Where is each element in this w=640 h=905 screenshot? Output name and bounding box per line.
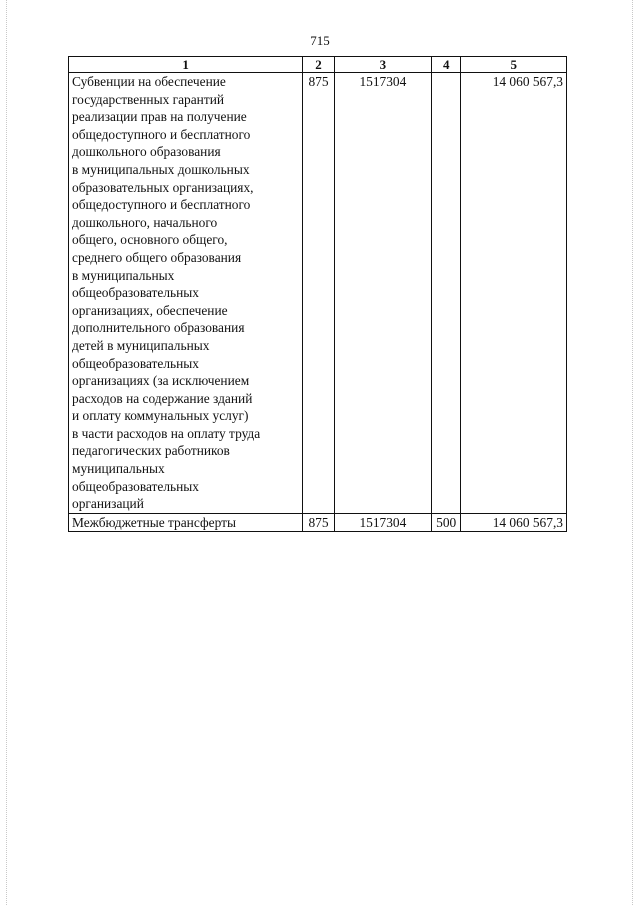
description-line: муниципальных — [72, 461, 165, 477]
scan-edge-left — [6, 0, 7, 905]
description-line: государственных гарантий — [72, 91, 225, 107]
description-line: среднего общего образования — [72, 249, 242, 265]
scan-edge-right — [632, 0, 633, 905]
description-line: общеобразовательных — [72, 355, 200, 371]
description-line: реализации прав на получение — [72, 109, 247, 125]
header-col-5: 5 — [461, 57, 567, 73]
budget-table — [68, 56, 567, 532]
description-line: и оплату коммунальных услуг) — [72, 408, 249, 424]
header-col-2: 2 — [303, 57, 335, 73]
description-line: Субвенции на обеспечение — [72, 74, 226, 89]
description-line: организациях, обеспечение — [72, 302, 228, 318]
table-header-row — [69, 57, 567, 73]
description-line: детей в муниципальных — [72, 337, 210, 353]
description-line: дополнительного образования — [72, 320, 245, 336]
row-col-2: 875 — [303, 73, 335, 514]
description-line: дошкольного образования — [72, 144, 221, 160]
row-col-5: 14 060 567,3 — [461, 73, 567, 514]
description-line: организаций — [72, 496, 144, 512]
row-col-4 — [431, 73, 461, 514]
description-line: расходов на содержание зданий — [72, 390, 253, 406]
description-line: дошкольного, начального — [72, 214, 218, 230]
description-line: общеобразовательных — [72, 285, 200, 301]
row-col-3: 1517304 — [334, 513, 431, 532]
description-lines — [72, 73, 299, 513]
description-line: педагогических работников — [72, 443, 230, 459]
table-row-transfers — [69, 513, 567, 532]
header-col-1: 1 — [69, 57, 303, 73]
description-line: общедоступного и бесплатного — [72, 197, 251, 213]
description-line: общедоступного и бесплатного — [72, 126, 251, 142]
row-col-5: 14 060 567,3 — [461, 513, 567, 532]
description-line: в муниципальных дошкольных — [72, 161, 250, 177]
row-description: Межбюджетные трансферты — [69, 513, 303, 532]
row-col-4: 500 — [431, 513, 461, 532]
header-col-3: 3 — [334, 57, 431, 73]
description-line: в муниципальных — [72, 267, 175, 283]
description-line: организациях (за исключением — [72, 373, 250, 389]
header-col-4: 4 — [431, 57, 461, 73]
row-col-3: 1517304 — [334, 73, 431, 514]
page-number: 715 — [310, 33, 330, 48]
description-line: в части расходов на оплату труда — [72, 425, 261, 441]
description-line: общего, основного общего, — [72, 232, 228, 248]
table-row-subvention — [69, 73, 567, 514]
row-col-2: 875 — [303, 513, 335, 532]
description-line: образовательных организациях, — [72, 179, 254, 195]
row-description — [69, 73, 303, 514]
description-line: общеобразовательных — [72, 478, 200, 494]
